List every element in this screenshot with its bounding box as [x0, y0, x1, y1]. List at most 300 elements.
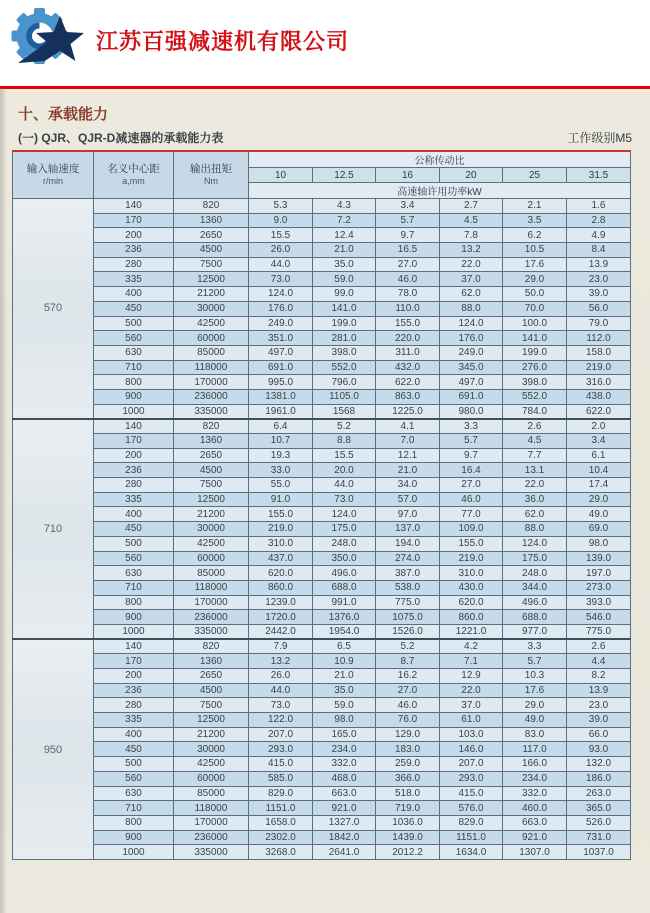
cell-power: 497.0 — [249, 345, 313, 360]
table-row — [13, 624, 631, 639]
cell-power: 37.0 — [440, 698, 503, 713]
work-level-label: 工作级别M5 — [567, 131, 632, 145]
cell-power: 6.2 — [503, 228, 567, 243]
cell-power: 79.0 — [567, 316, 631, 331]
cell-power: 468.0 — [313, 771, 376, 786]
cell-torque: 85000 — [174, 786, 249, 801]
table-row — [13, 536, 631, 551]
cell-power: 17.6 — [503, 257, 567, 272]
cell-power: 552.0 — [503, 389, 567, 404]
cell-power: 103.0 — [440, 727, 503, 742]
cell-center-distance: 900 — [94, 610, 174, 625]
cell-center-distance: 500 — [94, 536, 174, 551]
cell-torque: 42500 — [174, 316, 249, 331]
cell-center-distance: 900 — [94, 830, 174, 845]
cell-power: 345.0 — [440, 360, 503, 375]
cell-power: 199.0 — [313, 316, 376, 331]
cell-power: 37.0 — [440, 272, 503, 287]
cell-torque: 2650 — [174, 448, 249, 463]
cell-power: 165.0 — [313, 727, 376, 742]
cell-power: 13.2 — [440, 243, 503, 258]
cell-power: 69.0 — [567, 522, 631, 537]
cell-power: 29.0 — [503, 698, 567, 713]
table-row — [13, 301, 631, 316]
cell-power: 691.0 — [249, 360, 313, 375]
cell-power: 141.0 — [313, 301, 376, 316]
top-banner — [0, 0, 650, 86]
cell-center-distance: 280 — [94, 257, 174, 272]
cell-torque: 30000 — [174, 301, 249, 316]
cell-center-distance: 900 — [94, 389, 174, 404]
cell-power: 432.0 — [376, 360, 440, 375]
cell-power: 16.5 — [376, 243, 440, 258]
table-row — [13, 654, 631, 669]
cell-power: 366.0 — [376, 771, 440, 786]
cell-power: 112.0 — [567, 331, 631, 346]
subtitle-row — [18, 129, 632, 146]
cell-power: 5.7 — [376, 213, 440, 228]
cell-power: 829.0 — [249, 786, 313, 801]
cell-power: 7.1 — [440, 654, 503, 669]
cell-power: 13.9 — [567, 683, 631, 698]
cell-torque: 118000 — [174, 580, 249, 595]
cell-power: 15.5 — [313, 448, 376, 463]
cell-power: 5.3 — [249, 199, 313, 214]
cell-power: 863.0 — [376, 389, 440, 404]
table-row — [13, 243, 631, 258]
cell-power: 49.0 — [567, 507, 631, 522]
cell-power: 526.0 — [567, 815, 631, 830]
table-row — [13, 463, 631, 478]
cell-center-distance: 800 — [94, 815, 174, 830]
cell-power: 49.0 — [503, 713, 567, 728]
cell-center-distance: 400 — [94, 507, 174, 522]
cell-center-distance: 560 — [94, 551, 174, 566]
cell-power: 5.7 — [440, 434, 503, 449]
header-input-speed: 输入轴速度 r/min — [13, 151, 94, 199]
cell-power: 21.0 — [376, 463, 440, 478]
cell-power: 158.0 — [567, 345, 631, 360]
cell-power: 98.0 — [313, 713, 376, 728]
cell-power: 430.0 — [440, 580, 503, 595]
cell-power: 146.0 — [440, 742, 503, 757]
cell-power: 98.0 — [567, 536, 631, 551]
cell-power: 3.3 — [440, 419, 503, 434]
cell-power: 546.0 — [567, 610, 631, 625]
cell-power: 59.0 — [313, 698, 376, 713]
cell-center-distance: 200 — [94, 669, 174, 684]
table-row — [13, 492, 631, 507]
cell-power: 332.0 — [503, 786, 567, 801]
cell-power: 109.0 — [440, 522, 503, 537]
cell-power: 186.0 — [567, 771, 631, 786]
table-row — [13, 683, 631, 698]
cell-power: 1961.0 — [249, 404, 313, 419]
cell-power: 7.7 — [503, 448, 567, 463]
cell-torque: 12500 — [174, 272, 249, 287]
table-row — [13, 272, 631, 287]
cell-torque: 118000 — [174, 360, 249, 375]
cell-power: 1526.0 — [376, 624, 440, 639]
cell-power: 2442.0 — [249, 624, 313, 639]
cell-power: 26.0 — [249, 669, 313, 684]
table-row — [13, 610, 631, 625]
cell-power: 83.0 — [503, 727, 567, 742]
cell-power: 199.0 — [503, 345, 567, 360]
table-row — [13, 771, 631, 786]
cell-power: 10.3 — [503, 669, 567, 684]
cell-power: 176.0 — [249, 301, 313, 316]
cell-power: 263.0 — [567, 786, 631, 801]
section-title: 十、承载能力 — [18, 106, 109, 123]
cell-power: 991.0 — [313, 595, 376, 610]
cell-power: 27.0 — [376, 683, 440, 698]
cell-power: 276.0 — [503, 360, 567, 375]
table-row — [13, 845, 631, 860]
table-row — [13, 522, 631, 537]
cell-power: 415.0 — [249, 757, 313, 772]
cell-power: 73.0 — [249, 698, 313, 713]
cell-power: 2.0 — [567, 419, 631, 434]
cell-power: 438.0 — [567, 389, 631, 404]
cell-power: 8.7 — [376, 654, 440, 669]
cell-center-distance: 280 — [94, 478, 174, 493]
cell-power: 2.6 — [503, 419, 567, 434]
cell-power: 17.6 — [503, 683, 567, 698]
cell-power: 12.9 — [440, 669, 503, 684]
cell-power: 6.1 — [567, 448, 631, 463]
cell-power: 3.3 — [503, 639, 567, 654]
cell-center-distance: 450 — [94, 742, 174, 757]
cell-power: 129.0 — [376, 727, 440, 742]
header-ratio-12-5: 12.5 — [313, 168, 376, 183]
cell-power: 35.0 — [313, 257, 376, 272]
group-speed-label: 710 — [13, 419, 94, 639]
cell-power: 775.0 — [567, 624, 631, 639]
cell-center-distance: 630 — [94, 786, 174, 801]
table-row — [13, 389, 631, 404]
cell-power: 2641.0 — [313, 845, 376, 860]
cell-power: 16.4 — [440, 463, 503, 478]
cell-power: 183.0 — [376, 742, 440, 757]
cell-center-distance: 400 — [94, 727, 174, 742]
cell-power: 27.0 — [376, 257, 440, 272]
cell-power: 860.0 — [249, 580, 313, 595]
cell-power: 61.0 — [440, 713, 503, 728]
header-power-label: 高速轴许用功率kW — [249, 183, 631, 199]
cell-power: 36.0 — [503, 492, 567, 507]
cell-power: 365.0 — [567, 801, 631, 816]
cell-power: 585.0 — [249, 771, 313, 786]
cell-power: 1658.0 — [249, 815, 313, 830]
cell-power: 387.0 — [376, 566, 440, 581]
group-speed-label: 570 — [13, 199, 94, 419]
cell-power: 1225.0 — [376, 404, 440, 419]
cell-power: 155.0 — [376, 316, 440, 331]
cell-power: 132.0 — [567, 757, 631, 772]
cell-torque: 1360 — [174, 654, 249, 669]
cell-power: 1075.0 — [376, 610, 440, 625]
table-row — [13, 742, 631, 757]
cell-power: 91.0 — [249, 492, 313, 507]
table-row — [13, 228, 631, 243]
cell-torque: 60000 — [174, 771, 249, 786]
cell-power: 175.0 — [503, 551, 567, 566]
cell-power: 4.1 — [376, 419, 440, 434]
cell-power: 9.7 — [440, 448, 503, 463]
cell-power: 6.5 — [313, 639, 376, 654]
cell-power: 220.0 — [376, 331, 440, 346]
cell-torque: 335000 — [174, 624, 249, 639]
cell-torque: 12500 — [174, 713, 249, 728]
cell-power: 497.0 — [440, 375, 503, 390]
table-row — [13, 404, 631, 419]
cell-power: 73.0 — [249, 272, 313, 287]
cell-power: 39.0 — [567, 287, 631, 302]
cell-power: 1376.0 — [313, 610, 376, 625]
cell-torque: 2650 — [174, 669, 249, 684]
cell-power: 110.0 — [376, 301, 440, 316]
cell-power: 23.0 — [567, 272, 631, 287]
cell-power: 56.0 — [567, 301, 631, 316]
cell-power: 99.0 — [313, 287, 376, 302]
table-row — [13, 360, 631, 375]
cell-power: 20.0 — [313, 463, 376, 478]
cell-torque: 820 — [174, 199, 249, 214]
cell-power: 17.4 — [567, 478, 631, 493]
cell-center-distance: 710 — [94, 360, 174, 375]
cell-power: 35.0 — [313, 683, 376, 698]
cell-power: 351.0 — [249, 331, 313, 346]
cell-power: 12.4 — [313, 228, 376, 243]
cell-power: 117.0 — [503, 742, 567, 757]
cell-power: 5.2 — [376, 639, 440, 654]
cell-power: 496.0 — [313, 566, 376, 581]
cell-torque: 170000 — [174, 375, 249, 390]
cell-center-distance: 800 — [94, 375, 174, 390]
cell-power: 34.0 — [376, 478, 440, 493]
cell-power: 29.0 — [503, 272, 567, 287]
cell-power: 166.0 — [503, 757, 567, 772]
cell-power: 219.0 — [249, 522, 313, 537]
cell-power: 332.0 — [313, 757, 376, 772]
cell-power: 1.6 — [567, 199, 631, 214]
cell-torque: 820 — [174, 639, 249, 654]
cell-power: 691.0 — [440, 389, 503, 404]
header-ratio-31-5: 31.5 — [567, 168, 631, 183]
cell-power: 995.0 — [249, 375, 313, 390]
cell-power: 1954.0 — [313, 624, 376, 639]
cell-power: 4.3 — [313, 199, 376, 214]
cell-power: 93.0 — [567, 742, 631, 757]
cell-power: 207.0 — [249, 727, 313, 742]
cell-center-distance: 1000 — [94, 404, 174, 419]
table-row — [13, 801, 631, 816]
cell-center-distance: 630 — [94, 345, 174, 360]
cell-power: 4.5 — [440, 213, 503, 228]
cell-power: 33.0 — [249, 463, 313, 478]
cell-power: 234.0 — [503, 771, 567, 786]
cell-center-distance: 400 — [94, 287, 174, 302]
header-ratio-16: 16 — [376, 168, 440, 183]
cell-center-distance: 280 — [94, 698, 174, 713]
cell-power: 46.0 — [376, 698, 440, 713]
cell-power: 44.0 — [313, 478, 376, 493]
cell-power: 13.2 — [249, 654, 313, 669]
cell-torque: 335000 — [174, 404, 249, 419]
cell-power: 219.0 — [440, 551, 503, 566]
cell-power: 784.0 — [503, 404, 567, 419]
cell-power: 1105.0 — [313, 389, 376, 404]
cell-power: 2.1 — [503, 199, 567, 214]
cell-power: 2012.2 — [376, 845, 440, 860]
cell-center-distance: 500 — [94, 757, 174, 772]
cell-power: 1151.0 — [249, 801, 313, 816]
cell-power: 57.0 — [376, 492, 440, 507]
table-row — [13, 786, 631, 801]
cell-power: 1842.0 — [313, 830, 376, 845]
cell-torque: 12500 — [174, 492, 249, 507]
cell-torque: 1360 — [174, 213, 249, 228]
table-row — [13, 213, 631, 228]
cell-torque: 60000 — [174, 331, 249, 346]
cell-power: 274.0 — [376, 551, 440, 566]
cell-power: 12.1 — [376, 448, 440, 463]
header-center-distance: 名义中心距 a,mm — [94, 151, 174, 199]
table-row — [13, 375, 631, 390]
cell-torque: 7500 — [174, 478, 249, 493]
cell-torque: 30000 — [174, 522, 249, 537]
cell-power: 44.0 — [249, 683, 313, 698]
cell-power: 977.0 — [503, 624, 567, 639]
cell-power: 207.0 — [440, 757, 503, 772]
cell-power: 21.0 — [313, 669, 376, 684]
header-ratio-25: 25 — [503, 168, 567, 183]
cell-power: 122.0 — [249, 713, 313, 728]
cell-power: 4.9 — [567, 228, 631, 243]
cell-power: 76.0 — [376, 713, 440, 728]
cell-power: 39.0 — [567, 713, 631, 728]
cell-center-distance: 170 — [94, 434, 174, 449]
cell-torque: 85000 — [174, 345, 249, 360]
cell-power: 3.4 — [567, 434, 631, 449]
table-row — [13, 448, 631, 463]
cell-power: 1327.0 — [313, 815, 376, 830]
table-row — [13, 419, 631, 434]
cell-power: 15.5 — [249, 228, 313, 243]
cell-power: 124.0 — [503, 536, 567, 551]
cell-torque: 21200 — [174, 727, 249, 742]
table-row — [13, 713, 631, 728]
table-row — [13, 580, 631, 595]
cell-torque: 4500 — [174, 463, 249, 478]
cell-power: 273.0 — [567, 580, 631, 595]
cell-torque: 236000 — [174, 389, 249, 404]
cell-power: 9.7 — [376, 228, 440, 243]
cell-power: 22.0 — [503, 478, 567, 493]
cell-torque: 7500 — [174, 257, 249, 272]
cell-power: 1037.0 — [567, 845, 631, 860]
cell-power: 1439.0 — [376, 830, 440, 845]
cell-power: 1381.0 — [249, 389, 313, 404]
cell-power: 415.0 — [440, 786, 503, 801]
cell-power: 393.0 — [567, 595, 631, 610]
cell-power: 496.0 — [503, 595, 567, 610]
cell-center-distance: 170 — [94, 654, 174, 669]
cell-power: 194.0 — [376, 536, 440, 551]
cell-power: 2.6 — [567, 639, 631, 654]
cell-center-distance: 170 — [94, 213, 174, 228]
cell-power: 719.0 — [376, 801, 440, 816]
cell-power: 46.0 — [440, 492, 503, 507]
cell-power: 137.0 — [376, 522, 440, 537]
table-row — [13, 287, 631, 302]
table-row — [13, 595, 631, 610]
cell-power: 2302.0 — [249, 830, 313, 845]
cell-power: 78.0 — [376, 287, 440, 302]
cell-power: 5.2 — [313, 419, 376, 434]
cell-power: 10.9 — [313, 654, 376, 669]
cell-power: 175.0 — [313, 522, 376, 537]
table-caption: (一) QJR、QJR-D减速器的承载能力表 — [18, 131, 224, 145]
cell-center-distance: 710 — [94, 801, 174, 816]
cell-power: 4.2 — [440, 639, 503, 654]
cell-power: 155.0 — [440, 536, 503, 551]
cell-power: 4.4 — [567, 654, 631, 669]
cell-center-distance: 1000 — [94, 624, 174, 639]
cell-power: 7.2 — [313, 213, 376, 228]
cell-power: 7.0 — [376, 434, 440, 449]
cell-power: 55.0 — [249, 478, 313, 493]
cell-power: 44.0 — [249, 257, 313, 272]
cell-torque: 236000 — [174, 610, 249, 625]
header-ratio-group: 公称传动比 — [249, 151, 631, 168]
capacity-table — [12, 150, 631, 860]
cell-power: 13.1 — [503, 463, 567, 478]
cell-center-distance: 140 — [94, 199, 174, 214]
cell-power: 921.0 — [503, 830, 567, 845]
cell-power: 1568 — [313, 404, 376, 419]
table-row — [13, 639, 631, 654]
cell-power: 775.0 — [376, 595, 440, 610]
cell-power: 293.0 — [249, 742, 313, 757]
group-speed-label: 950 — [13, 639, 94, 859]
cell-torque: 42500 — [174, 757, 249, 772]
cell-torque: 21200 — [174, 287, 249, 302]
cell-power: 796.0 — [313, 375, 376, 390]
cell-power: 1036.0 — [376, 815, 440, 830]
table-row — [13, 331, 631, 346]
cell-center-distance: 236 — [94, 463, 174, 478]
cell-center-distance: 450 — [94, 301, 174, 316]
cell-power: 344.0 — [503, 580, 567, 595]
cell-torque: 30000 — [174, 742, 249, 757]
table-row — [13, 698, 631, 713]
cell-power: 663.0 — [313, 786, 376, 801]
cell-torque: 335000 — [174, 845, 249, 860]
table-row — [13, 830, 631, 845]
cell-power: 219.0 — [567, 360, 631, 375]
cell-power: 124.0 — [313, 507, 376, 522]
cell-power: 10.5 — [503, 243, 567, 258]
cell-power: 1307.0 — [503, 845, 567, 860]
cell-power: 1221.0 — [440, 624, 503, 639]
cell-power: 46.0 — [376, 272, 440, 287]
cell-center-distance: 335 — [94, 492, 174, 507]
cell-center-distance: 140 — [94, 639, 174, 654]
cell-power: 8.4 — [567, 243, 631, 258]
cell-center-distance: 140 — [94, 419, 174, 434]
